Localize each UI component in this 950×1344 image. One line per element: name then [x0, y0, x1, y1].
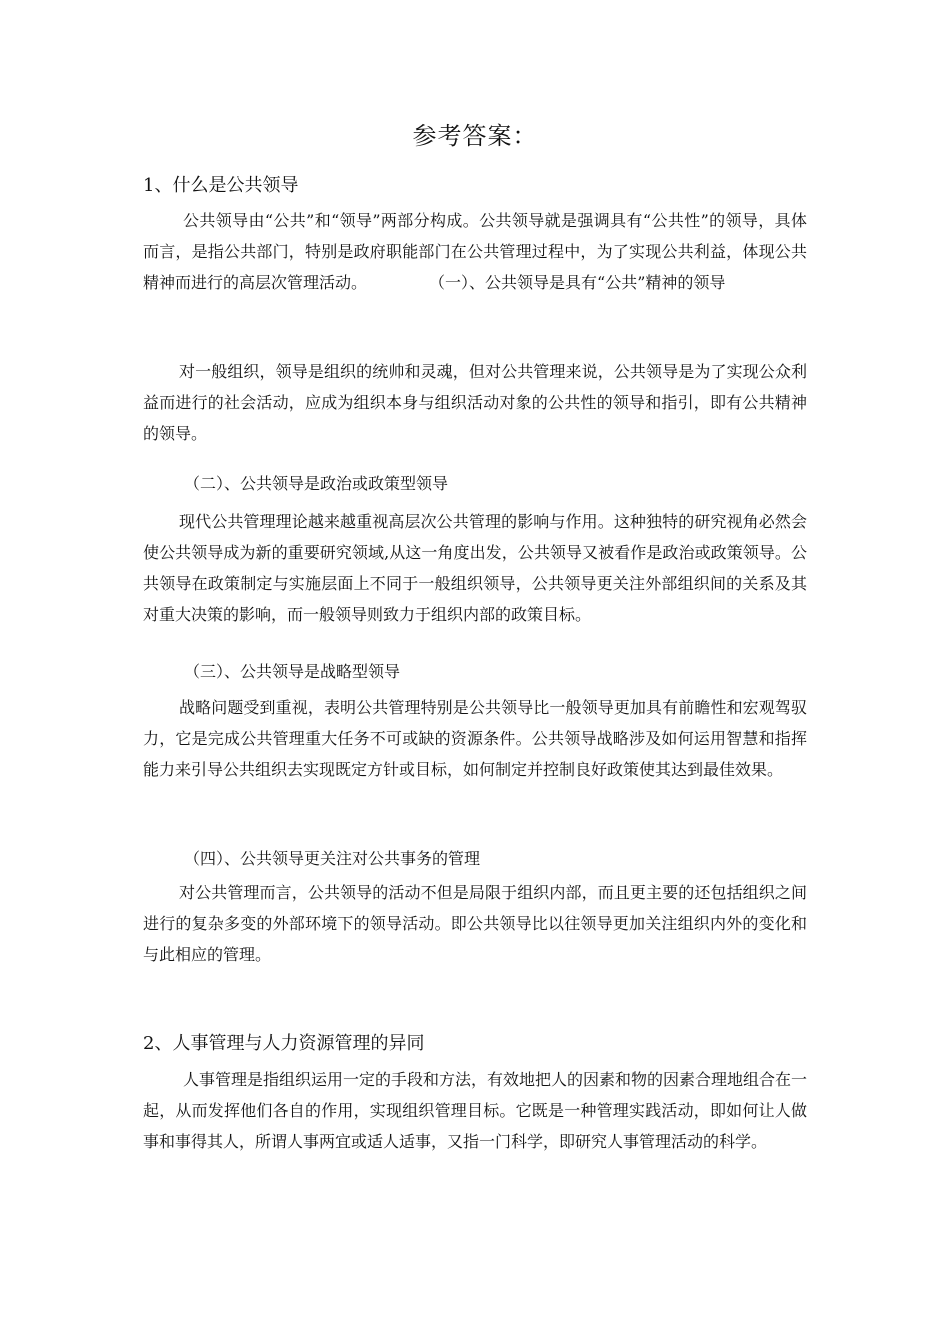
section-1-subheading-4: （四）、公共领导更关注对公共事务的管理: [184, 849, 481, 868]
page-title: 参考答案：: [412, 122, 538, 150]
section-2-paragraph-1: 人事管理是指组织运用一定的手段和方法，有效地把人的因素和物的因素合理地组合在一起，从而发挥他们各自的作用，实现组织管理目标。它既是一种管理实践活动，即如何让人做事和事得其人，所谓人事两宜或适人适事，又指一门科学，即研究人事管理活动的科学。: [143, 1070, 808, 1151]
section-1-paragraph-2: 现代公共管理理论越来越重视高层次公共管理的影响与作用。这种独特的研究视角必然会使公共领导成为新的重要研究领域,从这一角度出发，公共领导又被看作是政治或政策领导。公共领导在政策制定与实施层面上不同于一般组织领导，公共领导更关注外部组织间的关系及其对重大决策的影响，而一般领导则致力于组织内部的政策目标。: [143, 512, 807, 624]
section-1-intro-text: 公共领导由“公共”和“领导”两部分构成。公共领导就是强调具有“公共性”的领导，具体而言，是指公共部门，特别是政府职能部门在公共管理过程中，为了实现公共利益，体现公共精神而进行的高层次管理活动。: [143, 211, 807, 292]
section-1-subheading-3: （三）、公共领导是战略型领导: [184, 662, 401, 681]
section-1-paragraph-4: 对公共管理而言，公共领导的活动不但是局限于组织内部，而且更主要的还包括组织之间进行的复杂多变的外部环境下的领导活动。即公共领导比以往领导更加关注组织内外的变化和与此相应的管理。: [143, 883, 807, 964]
section-1-subheading-1: （一）、公共领导是具有“公共”精神的领导: [429, 273, 726, 292]
section-2-heading: 2、人事管理与人力资源管理的异同: [143, 1033, 425, 1054]
section-1-heading: 1、什么是公共领导: [143, 175, 299, 196]
section-1-paragraph-3: 战略问题受到重视，表明公共管理特别是公共领导比一般领导更加具有前瞻性和宏观驾驭力，它是完成公共管理重大任务不可或缺的资源条件。公共领导战略涉及如何运用智慧和指挥能力来引导公共组织去实现既定方针或目标，如何制定并控制良好政策使其达到最佳效果。: [143, 698, 807, 779]
section-1-paragraph-1: 对一般组织，领导是组织的统帅和灵魂，但对公共管理来说，公共领导是为了实现公众利益而进行的社会活动，应成为组织本身与组织活动对象的公共性的领导和指引，即有公共精神的领导。: [143, 362, 807, 443]
section-1-subheading-2: （二）、公共领导是政治或政策型领导: [184, 474, 449, 493]
section-1-intro: [143, 205, 807, 298]
